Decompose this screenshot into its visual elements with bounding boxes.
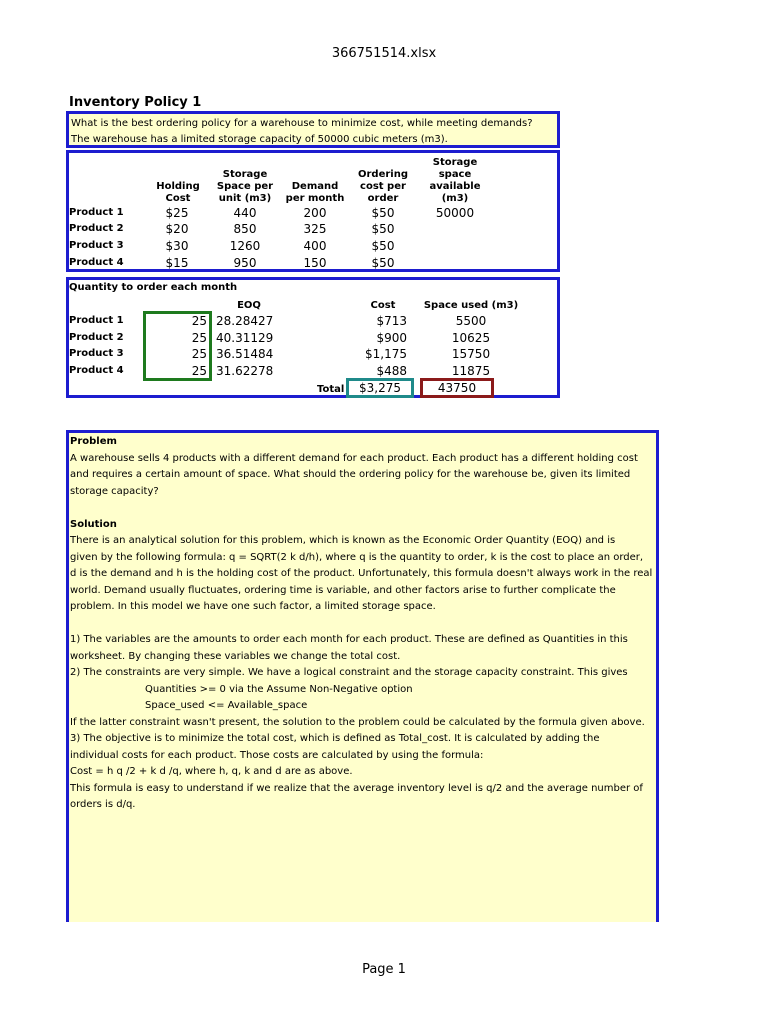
problem-line: A warehouse sells 4 products with a different demand for each product. Each product has a different holding cost xyxy=(70,452,638,464)
problem-line: storage capacity? xyxy=(70,485,159,497)
header-cost: Cost xyxy=(370,300,396,311)
header-ordering-cost: Ordering cost per order xyxy=(357,169,408,204)
inputs-table xyxy=(66,150,560,272)
header-holding-cost: Holding Cost xyxy=(156,181,200,204)
after-line: Cost = h q /2 + k d /q, where h, q, k and d are as above. xyxy=(70,766,353,777)
question-line-2: The warehouse has a limited storage capacity of 50000 cubic meters (m3). xyxy=(71,134,448,145)
quantity-cell[interactable]: 25 xyxy=(191,314,207,328)
quantity-row: Product 2 25 40.31129 $900 10625 xyxy=(69,331,491,345)
header-storage-space: Storage Space per unit (m3) xyxy=(216,169,274,204)
question-box xyxy=(66,111,560,148)
solution-line: d is the demand and h is the holding cost of the product. Unfortunately, this formula doesn't always work in the real xyxy=(70,568,653,579)
quantity-cell[interactable]: 25 xyxy=(191,347,207,361)
solution-heading: Solution xyxy=(70,518,117,530)
header-space-used: Space used (m3) xyxy=(423,300,519,311)
question-line-1: What is the best ordering policy for a warehouse to minimize cost, while meeting demands? xyxy=(71,118,533,129)
constraint-line: Quantities >= 0 via the Assume Non-Negative option xyxy=(145,683,413,695)
quantity-cell[interactable]: 25 xyxy=(191,364,207,378)
header-demand: Demand per month xyxy=(285,181,345,204)
header-storage-available: Storage space available (m3) xyxy=(429,157,481,204)
steps-line: worksheet. By changing these variables we change the total cost. xyxy=(70,650,401,662)
quantity-row: Product 3 25 36.51484 $1,175 15750 xyxy=(69,347,491,361)
input-row: Product 2 $20 850 325 $50 xyxy=(69,222,395,236)
after-line: individual costs for each product. Those costs are calculated by using the formula: xyxy=(70,749,484,761)
total-label: Total xyxy=(317,384,345,395)
input-row: Product 4 $15 950 150 $50 xyxy=(69,256,395,270)
input-row: Product 3 $30 1260 400 $50 xyxy=(69,239,395,253)
page-number: Page 1 xyxy=(362,962,406,977)
sheet-title: Inventory Policy 1 xyxy=(69,95,202,110)
quantities-table xyxy=(66,277,560,398)
solution-line: given by the following formula: q = SQRT(2 k d/h), where q is the quantity to order, k is the cost to place an order, xyxy=(70,551,644,563)
quantity-row: Product 4 25 31.62278 $488 11875 xyxy=(69,364,491,378)
file-name: 366751514.xlsx xyxy=(331,46,437,61)
after-line: If the latter constraint wasn't present, the solution to the problem could be calculated by the formula given above. xyxy=(70,716,645,728)
constraint-line: Space_used <= Available_space xyxy=(145,700,308,711)
solution-line: There is an analytical solution for this problem, which is known as the Economic Order Quantity (EOQ) and is xyxy=(70,535,616,546)
after-line: orders is d/q. xyxy=(70,799,136,810)
total-cost-cell[interactable]: $3,275 xyxy=(346,378,414,398)
header-eoq: EOQ xyxy=(237,300,261,311)
explanation-box xyxy=(66,430,659,922)
steps-line: 2) The constraints are very simple. We have a logical constraint and the storage capacity constraint. This gives xyxy=(70,667,628,678)
solution-line: world. Demand usually fluctuates, ordering time is variable, and other factors arise to further complicate the xyxy=(70,584,616,596)
quantity-row: Product 1 25 28.28427 $713 5500 xyxy=(69,314,487,328)
solution-line: problem. In this model we have one such factor, a limited storage space. xyxy=(70,601,436,612)
steps-line: 1) The variables are the amounts to order each month for each product. These are defined as Quantities in this xyxy=(70,634,628,645)
problem-heading: Problem xyxy=(70,436,117,447)
after-line: This formula is easy to understand if we realize that the average inventory level is q/2 and the average number of xyxy=(70,782,643,794)
input-row: Product 1 $25 440 200 $50 50000 xyxy=(69,206,475,220)
total-space-cell[interactable]: 43750 xyxy=(420,378,494,398)
section-title: Quantity to order each month xyxy=(69,282,238,293)
after-line: 3) The objective is to minimize the total cost, which is defined as Total_cost. It is calculated by adding the xyxy=(70,733,600,744)
problem-line: and requires a certain amount of space. What should the ordering policy for the warehouse be, given its limited xyxy=(70,469,631,480)
quantity-cell[interactable]: 25 xyxy=(191,331,207,345)
